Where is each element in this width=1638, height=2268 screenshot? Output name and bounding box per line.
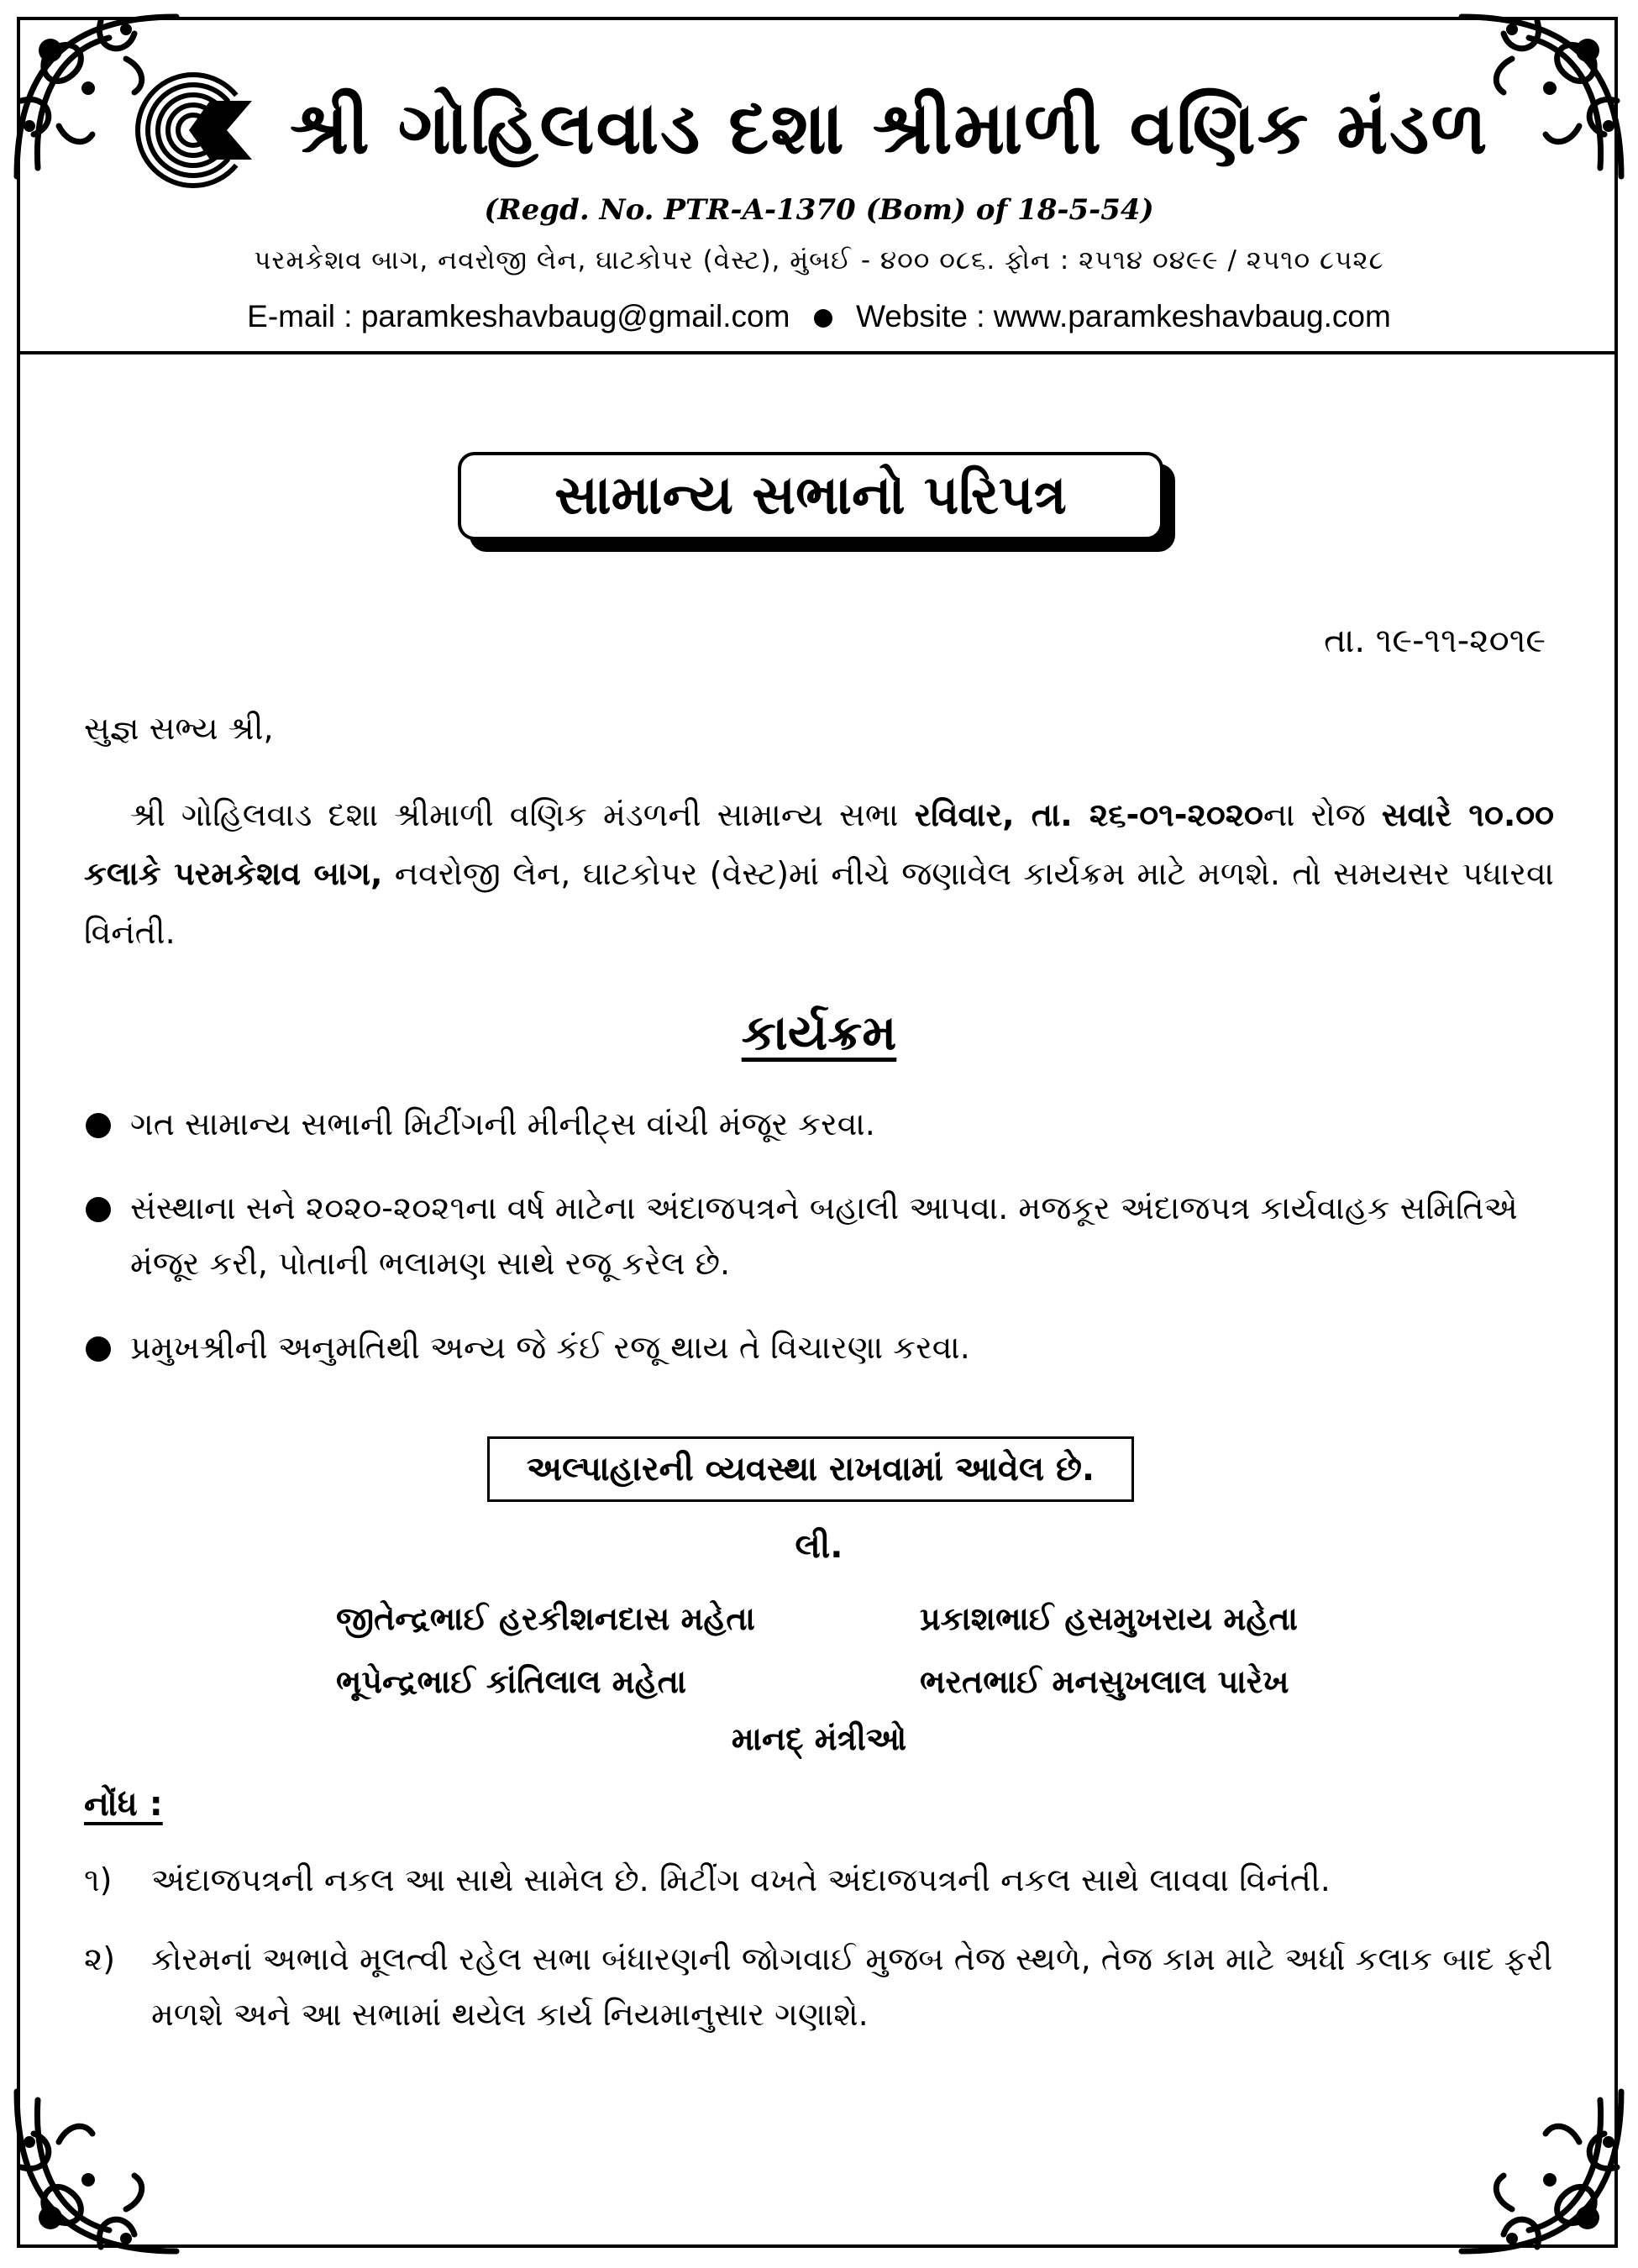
registration-number: (Regd. No. PTR-A-1370 (Bom) of 18-5-54) <box>484 193 1154 227</box>
agenda-item-text: પ્રમુખશ્રીની અનુમતિથી અન્ય જે કંઈ રજૂ થાય તે વિચારણા કરવા. <box>130 1329 970 1366</box>
email-text: E-mail : paramkeshavbaug@gmail.com <box>247 299 790 333</box>
circular-date: તા. ૧૯-૧૧-૨૦૧૯ <box>1324 622 1546 660</box>
agenda-item <box>84 1096 1562 1152</box>
note-text: અંદાજપત્રની નકલ આ સાથે સામેલ છે. મિટીંગ વખતે અંદાજપત્રની નકલ સાથે લાવવા વિનંતી. <box>151 1861 1331 1898</box>
floral-corner-ornament-bottom-right <box>1445 2075 1638 2268</box>
note-item <box>84 1931 1562 2042</box>
signatory-name: પ્રકાશભાઈ હસમુખરાય મહેતા <box>920 1600 1298 1637</box>
address-line: પરમકેશવ બાગ, નવરોજી લેન, ઘાટકોપર (વેસ્ટ), મુંબઈ - ૪૦૦ ૦૮૬. ફોન : ૨૫૧૪ ૦૪૯૯ / ૨૫૧૦ ૮૫૨૮ <box>254 245 1384 276</box>
signatory-name: જીતેન્દ્રભાઈ હરકીશનદાસ મહેતા <box>336 1600 755 1637</box>
meeting-time-venue: સવારે ૧૦.૦૦ કલાકે પરમકેશવ બાગ, <box>84 796 1555 892</box>
para-text-2: ના રોજ <box>1263 796 1382 833</box>
salutation: સુજ્ઞ સભ્ય શ્રી, <box>84 710 274 747</box>
header-divider <box>17 351 1618 354</box>
agenda-item-text: સંસ્થાના સને ૨૦૨૦-૨૦૨૧ના વર્ષ માટેના અંદાજપત્રને બહાલી આપવા. મજકૂર અંદાજપત્ર કાર્યવાહક સમિતિએ મંજૂર કરી, પોતાની ભલામણ સાથે રજૂ કરેલ છે. <box>130 1189 1518 1282</box>
agenda-item <box>84 1180 1562 1291</box>
circular-title: સામાન્ય સભાનો પરિપત્ર <box>458 452 1163 540</box>
website-text: Website : www.paramkeshavbaug.com <box>856 299 1391 333</box>
signatory-name: ભૂપેન્દ્રભાઈ કાંતિલાલ મહેતા <box>336 1663 687 1700</box>
invitation-paragraph <box>84 785 1554 962</box>
notes-list <box>84 1852 1562 2066</box>
agenda-item <box>84 1320 1562 1375</box>
contact-line <box>0 299 1638 334</box>
sign-off: લી. <box>795 1527 843 1566</box>
signatories-title: માનદ્ મંત્રીઓ <box>731 1720 907 1757</box>
meeting-day-date: રવિવાર, તા. ૨૬-૦૧-૨૦૨૦ <box>914 796 1263 833</box>
org-logo <box>126 67 273 193</box>
notes-heading: નોંધ : <box>84 1785 163 1824</box>
para-text-1: શ્રી ગોહિલવાડ દશા શ્રીમાળી વણિક મંડળની સામાન્ય સભા <box>130 796 915 833</box>
bullet-icon <box>86 1113 111 1138</box>
agenda-item-text: ગત સામાન્ય સભાની મિટીંગની મીનીટ્સ વાંચી મંજૂર કરવા. <box>130 1105 875 1142</box>
para-text-3: નવરોજી લેન, ઘાટકોપર (વેસ્ટ)માં નીચે જણાવેલ કાર્યક્રમ માટે મળશે. તો સમયસર પધારવા વિનંતી. <box>84 855 1554 951</box>
bullet-icon <box>86 1197 111 1222</box>
separator-dot-icon <box>814 309 832 328</box>
agenda-heading: કાર્યક્રમ <box>741 1004 897 1061</box>
refreshment-notice: અલ્પાહારની વ્યવસ્થા રાખવામાં આવેલ છે. <box>487 1436 1134 1502</box>
organization-name: શ્રી ગોહિલવાડ દશા શ્રીમાળી વણિક મંડળ <box>290 87 1489 171</box>
note-text: કોરમનાં અભાવે મૂલત્વી રહેલ સભા બંધારણની જોગવાઈ મુજબ તેજ સ્થળે, તેજ કામ માટે અર્ધા કલાક બાદ ફરી મળશે અને આ સભામાં થયેલ કાર્ય નિયમાનુસાર ગણાશે. <box>151 1940 1553 2033</box>
bullet-icon <box>86 1336 111 1362</box>
note-item <box>84 1852 1562 1908</box>
agenda-list <box>84 1096 1562 1404</box>
signatory-name: ભરતભાઈ મનસુખલાલ પારેખ <box>920 1663 1289 1700</box>
floral-corner-ornament-bottom-left <box>0 2075 193 2268</box>
note-number: ૨) <box>84 1940 116 1977</box>
note-number: ૧) <box>84 1861 113 1898</box>
